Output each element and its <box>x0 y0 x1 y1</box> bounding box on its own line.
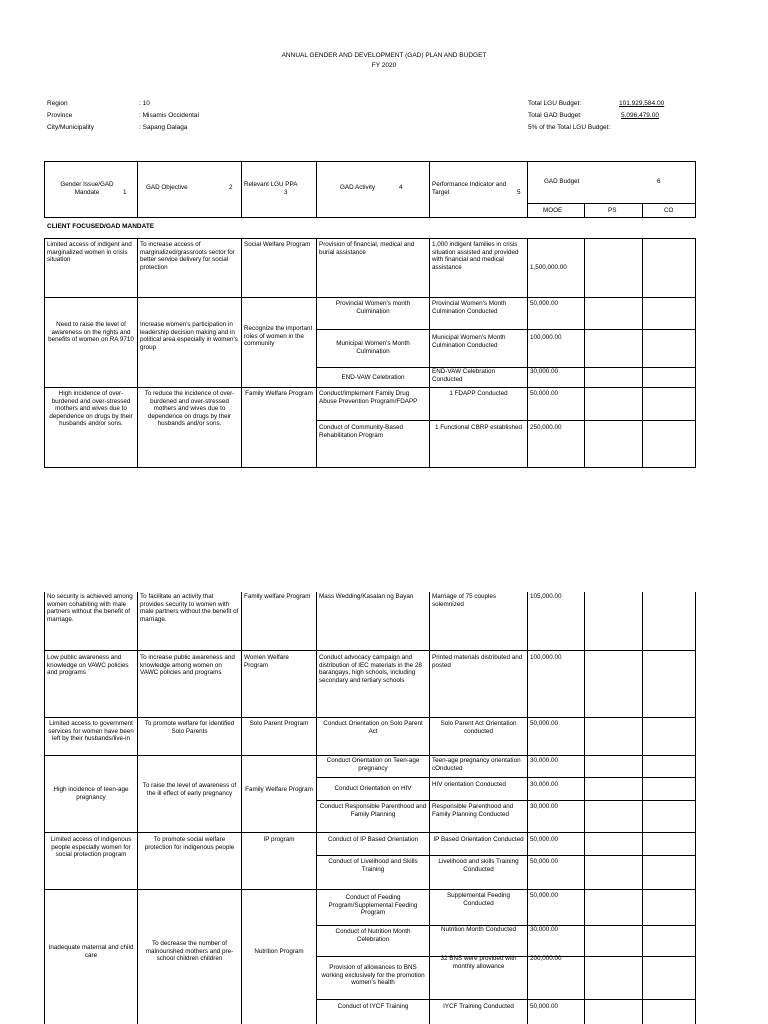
city-label: City/Municipality <box>47 124 94 131</box>
table-cell: Family Welfare Program <box>245 390 313 397</box>
table-cell-mooe: 50,000.00 <box>530 390 559 397</box>
table-cell: Limited access to government services for women have been left by their husbands/live-in <box>48 720 134 743</box>
table-cell: Conduct of IP Based Orientation <box>327 836 419 843</box>
table-cell-mooe: 50,000.00 <box>530 720 559 727</box>
table-cell: Conduct/Implement Family Drug Abuse Prevention Program/FDAPP <box>319 390 418 405</box>
table-cell: Recognize the important roles of women in the community <box>244 325 313 348</box>
table-cell: Conduct of Nutrition Month Celebration <box>335 928 411 943</box>
lgu-budget-value: 101,929,584.00 <box>619 100 665 107</box>
region-value: : 10 <box>139 100 150 107</box>
header-gad-activity: GAD Activity <box>340 184 375 191</box>
province-label: Province <box>47 112 73 119</box>
table-cell: Women Welfare Program <box>244 654 289 669</box>
table-cell-mooe: 100,000.00 <box>530 334 562 341</box>
table-cell-mooe: 50,000.00 <box>530 300 559 307</box>
table-cell: IYCF Training Conducted <box>443 1003 514 1010</box>
table-cell-mooe: 50,000.00 <box>530 858 559 865</box>
table-cell-mooe: 30,000.00 <box>530 757 559 764</box>
header-gad-budget: GAD Budget <box>544 178 580 185</box>
header-co: CO <box>664 207 674 214</box>
header-col2-number: 2 <box>229 184 233 191</box>
table-cell: Marriage of 75 couples solemnized <box>432 593 497 608</box>
table-cell-mooe: 50,000.00 <box>530 892 559 899</box>
header-ps: PS <box>608 207 617 214</box>
table-cell-mooe: 50,000.00 <box>530 836 559 843</box>
table-cell: To raise the level of awareness of the ill effect of early pregnancy <box>142 782 237 797</box>
table-cell: Provision of financial, medical and burial assistance <box>319 241 415 256</box>
table-cell: IP Based Orientation Conducted <box>433 836 524 843</box>
table-cell: Municipal Women's Month Culmination Conducted <box>432 334 506 349</box>
table-cell-mooe: 30,000.00 <box>530 803 559 810</box>
table-cell: Supplemental Feeding Conducted <box>446 892 510 907</box>
table-cell: Limited access of indigent and marginalized women in crisis situation <box>47 241 132 264</box>
table-cell: Teen-age pregnancy orientation cOnducted <box>432 757 521 772</box>
header-gad-objective: GAD Objective <box>146 184 188 191</box>
table-cell: Increase women's participation in leadership decision making and in political area especially in women's group <box>140 321 238 351</box>
table-cell-mooe: 50,000.00 <box>530 1003 559 1010</box>
table-cell: Conduct Responsible Parenthood and Family Planning <box>319 803 427 818</box>
table-cell: Nutrition Month Conducted <box>441 926 516 933</box>
table-cell: To promote welfare for identified Solo Parents <box>144 720 235 735</box>
table-cell: Family Welfare Program <box>245 786 313 793</box>
table-cell: Printed materials distributed and posted <box>432 654 523 669</box>
table-cell-mooe: 30,000.00 <box>530 926 559 933</box>
header-col1-number: 1 <box>123 189 127 196</box>
table-cell: To increase access of marginalized/grassroots sector for better service delivery for social protection <box>140 241 235 271</box>
table-cell: Conduct advocacy campaign and distribution of IEC materials in the 28 barangays, high schools, including secondary and tertiary schools <box>319 654 422 684</box>
table-cell: Conduct of IYCF Training <box>337 1003 409 1010</box>
table-cell: Limited access of indigenous people especially women for social protection program <box>50 836 132 859</box>
region-label: Region <box>47 100 68 107</box>
table-cell: Family welfare Program <box>244 593 311 600</box>
table-cell: High incidence of teen-age pregnancy <box>53 786 129 801</box>
table-cell: To increase public awareness and knowledge among women on VAWC policies and programs <box>140 654 235 677</box>
table-cell: HIV orientation Conducted <box>432 781 506 788</box>
table-cell: Conduct Orientation on Solo Parent Act <box>323 720 423 735</box>
header-performance-indicator: Performance Indicator and Target <box>432 181 507 196</box>
table-cell: Conduct of Community-Based Rehabilitation Program <box>319 424 403 439</box>
document-title: ANNUAL GENDER AND DEVELOPMENT (GAD) PLAN AND BUDGET <box>281 52 487 59</box>
table-cell: Conduct Orientation on HIV <box>334 785 412 792</box>
table-cell: Provision of allowances to BNS working exclusively for the promotion women's health <box>321 964 425 987</box>
table-cell-mooe: 200,000.00 <box>530 955 562 962</box>
header-mooe: MOOE <box>543 207 563 214</box>
table-cell: Solo Parent Program <box>249 720 309 727</box>
table-cell-mooe: 30,000.00 <box>530 781 559 788</box>
table-cell: IP program <box>263 836 295 843</box>
table-cell: To decrease the number of malnourished mothers and pre-school children children <box>145 940 234 963</box>
section-title: CLIENT FOCUSED/GAD MANDATE <box>47 223 155 230</box>
lgu-budget-label: Total LGU Budget: <box>528 100 582 107</box>
table-cell: 1 Functional CBRP established <box>434 424 523 431</box>
table-cell: Nutrition Program <box>254 948 304 955</box>
header-col3-number: 3 <box>284 189 288 196</box>
table-cell: Low public awareness and knowledge on VAWC policies and programs <box>47 654 129 677</box>
header-col5-number: 5 <box>517 189 521 196</box>
table-cell: No security is achieved among women cohabiting with male partners without the benefit of marriage. <box>47 593 133 623</box>
table-cell-mooe: 30,000.00 <box>530 368 559 375</box>
table-cell-mooe: 105,000.00 <box>530 593 562 600</box>
header-col4-number: 4 <box>399 184 403 191</box>
table-cell: Conduct Orientation on Teen-age pregnancy <box>326 757 420 772</box>
header-gender-issue: Gender Issue/GAD Mandate <box>60 181 114 196</box>
table-cell: To reduce the incidence of over-burdened and over-stressed mothers and wives due to dependence on drugs by their husbands and/or sons. <box>144 390 235 428</box>
province-value: : Misamis Occidental <box>139 112 199 119</box>
city-value: : Sapang Dalaga <box>139 124 188 131</box>
table-cell: 32 BNS were provided with monthly allowance <box>440 955 517 970</box>
table-cell: Social Welfare Program <box>244 241 311 248</box>
table-cell: Responsible Parenthood and Family Planning Conducted <box>432 803 514 818</box>
table-cell: High incidence of over-burdened and over-stressed mothers and wives due to dependence on drugs by their husbands and/or sons. <box>49 390 133 428</box>
table-cell: Livelihood and skills Training Conducted <box>438 858 519 873</box>
document-year: FY 2020 <box>371 62 397 69</box>
table-cell: Solo Parent Act Orientation conducted <box>440 720 517 735</box>
table-cell-mooe: 1,500,000.00 <box>530 264 567 271</box>
table-cell: To facilitate an activity that provides security to women with male partners without the benefit of marriage. <box>140 593 239 623</box>
table-cell: END-VAW Celebration Conducted <box>432 368 495 383</box>
table-cell: Provincial Women's Month Culmination Conducted <box>432 300 507 315</box>
table-cell: Provincial Women's month Culmination <box>335 300 411 315</box>
table-cell-mooe: 100,000.00 <box>530 654 562 661</box>
percent-label: 5% of the Total LGU Budget: <box>528 124 611 131</box>
table-cell: Inadequate maternal and child care <box>48 944 134 959</box>
table-cell: Conduct of Feeding Program/Supplemental Feeding Program <box>328 894 418 917</box>
table-cell: 1,000 indigent families in crisis situation assisted and provided with financial and medical assistance <box>432 241 519 271</box>
gad-budget-label: Total GAD Budget: <box>528 112 582 119</box>
table-cell: Mass Wedding/Kasalan ng Bayan <box>319 593 414 600</box>
header-lgu-ppa: Relevant LGU PPA <box>244 181 298 188</box>
table-cell: Municipal Women's Month Culmination <box>336 340 410 355</box>
table-cell: To promote social welfare protection for indigenous people <box>144 836 235 851</box>
table-cell-mooe: 250,000.00 <box>530 424 562 431</box>
table-cell: 1 FDAPP Conducted <box>449 390 508 397</box>
table-cell: END-VAW Celebration <box>341 374 405 381</box>
header-col6-number: 6 <box>657 178 661 185</box>
table-cell: Need to raise the level of awareness on the rights and benefits of women on RA 9710 <box>48 321 134 344</box>
table-cell: Conduct of Livelihood and Skills Training <box>328 858 418 873</box>
gad-budget-value: 5,096,479.00 <box>621 112 659 119</box>
